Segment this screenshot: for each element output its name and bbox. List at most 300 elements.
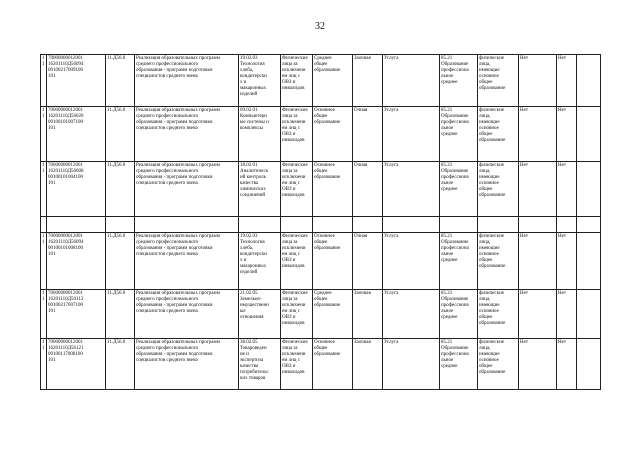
page-number: 32 — [315, 21, 325, 32]
spacer-cell — [353, 217, 383, 233]
okved-line: среднее — [441, 314, 458, 320]
persons-category-line: лица за — [282, 168, 298, 174]
registry-code-line: 70000000012001 — [48, 55, 83, 61]
spacer-cell — [106, 217, 135, 233]
registry-code-line: 70000000012001 — [48, 339, 83, 345]
service-title-line: среднего профессионального — [136, 345, 199, 351]
specialty-line: хлеба, — [240, 245, 254, 251]
okved-line: профессиона — [441, 351, 469, 357]
row-number-cell: 11 — [41, 162, 47, 217]
registry-code-line: 16201110Д56112 — [48, 296, 84, 302]
specialty-line: Компьютерн — [240, 113, 267, 119]
okved-line: среднее — [441, 79, 458, 85]
specialty-line: Технология — [240, 239, 265, 245]
persons-category-line: ОВЗ и — [282, 257, 296, 263]
persons-category-line: исключени — [282, 119, 306, 125]
flag-1-cell: Нет — [519, 55, 557, 107]
recipients-line: имеющие — [479, 302, 500, 308]
recipients-line: общее — [479, 131, 493, 137]
service-type-cell: Услуга — [383, 55, 440, 107]
service-title-line: Реализация образовательных программ — [136, 55, 220, 61]
persons-category-line: лица за — [282, 61, 298, 67]
okved-cell — [440, 162, 478, 217]
okved-line: 85.21 — [441, 233, 453, 239]
persons-category-cell — [281, 339, 313, 390]
service-kind-cell: 11.Д56.0 — [106, 233, 135, 290]
recipients-line: общее — [479, 363, 493, 369]
okved-line: среднее — [441, 131, 458, 137]
education-level-line: образование — [314, 302, 341, 308]
specialty-line: отношения — [240, 314, 264, 320]
education-level-line: общее — [314, 61, 328, 67]
persons-category-line: Физические — [282, 162, 308, 168]
row-number-cell: 11 — [41, 233, 47, 290]
persons-category-line: ОВЗ и — [282, 79, 296, 85]
study-form-cell: Очная — [353, 233, 383, 290]
recipients-line: лица, — [479, 168, 491, 174]
okved-line: 85.21 — [441, 339, 453, 345]
persons-category-line: ОВЗ и — [282, 314, 296, 320]
specialty-cell — [239, 55, 281, 107]
flag-2-cell: Нет — [557, 339, 577, 390]
registry-code-line: 00100101008100 — [48, 245, 83, 251]
table-row — [41, 55, 601, 107]
spacer-cell — [577, 217, 601, 233]
service-title-line: Реализация образовательных программ — [136, 290, 220, 296]
specialty-line: Товароведен — [240, 345, 267, 351]
specialty-line: имущественн — [240, 302, 269, 308]
education-level-line: образование — [314, 351, 341, 357]
empty-cell — [577, 233, 601, 290]
service-title-line: среднего профессионального — [136, 61, 199, 67]
row-number-cell: 11 — [41, 107, 47, 162]
education-level-line: образование — [314, 245, 341, 251]
flag-1-cell: Нет — [519, 162, 557, 217]
service-title-line: Реализация образовательных программ — [136, 233, 220, 239]
okved-line: льное — [441, 308, 454, 314]
okved-line: Образование — [441, 168, 469, 174]
specialty-line: ий контроль — [240, 174, 266, 180]
specialty-line: ые — [240, 308, 246, 314]
service-kind-cell: 11.Д56.0 — [106, 162, 135, 217]
row-spacer — [41, 217, 601, 233]
education-level-line: общее — [314, 345, 328, 351]
specialty-cell — [239, 107, 281, 162]
recipients-line: образование — [479, 192, 506, 198]
education-level-line: образование — [314, 119, 341, 125]
recipients-line: имеющие — [479, 351, 500, 357]
recipients-line: основное — [479, 73, 499, 79]
registry-code-cell — [47, 339, 106, 390]
education-level-line: общее — [314, 168, 328, 174]
service-title-cell — [135, 233, 239, 290]
flag-2-cell: Нет — [557, 107, 577, 162]
recipients-line: общее — [479, 257, 493, 263]
service-type-cell: Услуга — [383, 162, 440, 217]
flag-2-cell: Нет — [557, 162, 577, 217]
recipients-line: физические — [479, 55, 504, 61]
persons-category-cell — [281, 233, 313, 290]
registry-code-line: 70000000012001 — [48, 107, 83, 113]
table-row — [41, 290, 601, 339]
education-level-line: Основное — [314, 339, 335, 345]
service-type-cell: Услуга — [383, 339, 440, 390]
recipients-line: основное — [479, 180, 499, 186]
specialty-line: кондитерски — [240, 73, 267, 79]
specialty-line: 21.02.05 — [240, 290, 258, 296]
service-title-line: образования - программ подготовки — [136, 67, 213, 73]
service-kind-cell: 11.Д56.0 — [106, 107, 135, 162]
education-level-cell — [313, 290, 353, 339]
specialty-line: х и — [240, 79, 247, 85]
okved-line: среднее — [441, 363, 458, 369]
okved-cell — [440, 107, 478, 162]
recipients-line: лица, — [479, 296, 491, 302]
education-level-cell — [313, 107, 353, 162]
registry-code-line: 00100217007100 — [48, 302, 83, 308]
registry-code-line: 16201110Д56020 — [48, 113, 84, 119]
okved-line: 85.21 — [441, 290, 453, 296]
flag-2-cell: Нет — [557, 55, 577, 107]
spacer-cell — [135, 217, 239, 233]
spacer-cell — [440, 217, 478, 233]
table-row — [41, 107, 601, 162]
table-row — [41, 162, 601, 217]
service-title-line: образования - программ подготовки — [136, 119, 213, 125]
recipients-line: образование — [479, 369, 506, 375]
persons-category-cell — [281, 107, 313, 162]
spacer-cell — [557, 217, 577, 233]
specialty-line: 18.02.01 — [240, 162, 258, 168]
persons-category-line: лица за — [282, 239, 298, 245]
recipients-line: физические — [479, 233, 504, 239]
specialty-line: х и — [240, 257, 247, 263]
persons-category-line: Физические — [282, 339, 308, 345]
persons-category-line: Физические — [282, 233, 308, 239]
flag-1-cell: Нет — [519, 290, 557, 339]
table-row — [41, 233, 601, 290]
education-level-line: общее — [314, 296, 328, 302]
service-title-line: среднего профессионального — [136, 113, 199, 119]
recipients-line: физические — [479, 162, 504, 168]
registry-code-line: 70000000012001 — [48, 233, 83, 239]
study-form-cell: Очная — [353, 162, 383, 217]
persons-category-line: ОВЗ и — [282, 186, 296, 192]
specialty-line: изделий — [240, 91, 258, 97]
registry-code-line: 101 — [48, 125, 56, 131]
persons-category-line: Физические — [282, 290, 308, 296]
service-title-line: среднего профессионального — [136, 168, 199, 174]
row-number-cell: 11 — [41, 290, 47, 339]
service-type-cell: Услуга — [383, 107, 440, 162]
education-level-line: образование — [314, 67, 341, 73]
persons-category-line: инвалидов — [282, 369, 305, 375]
study-form-cell: Очная — [353, 107, 383, 162]
recipients-line: основное — [479, 251, 499, 257]
service-title-line: специалистов среднего звена — [136, 73, 198, 79]
okved-cell — [440, 290, 478, 339]
recipients-line: общее — [479, 186, 493, 192]
service-kind-cell: 11.Д56.0 — [106, 290, 135, 339]
registry-code-cell — [47, 290, 106, 339]
okved-line: 85.21 — [441, 55, 453, 61]
specialty-line: макаронных — [240, 263, 267, 269]
recipients-line: имеющие — [479, 174, 500, 180]
okved-line: 85.21 — [441, 162, 453, 168]
registry-code-line: 101 — [48, 180, 56, 186]
service-title-cell — [135, 339, 239, 390]
specialty-line: 38.02.05 — [240, 339, 258, 345]
registry-code-line: 00100117008100 — [48, 351, 83, 357]
okved-line: льное — [441, 73, 454, 79]
persons-category-line: ем лиц с — [282, 180, 300, 186]
persons-category-line: инвалидов — [282, 320, 305, 326]
okved-line: льное — [441, 357, 454, 363]
recipients-line: образование — [479, 85, 506, 91]
registry-code-cell — [47, 162, 106, 217]
persons-category-line: ОВЗ и — [282, 363, 296, 369]
service-title-line: специалистов среднего звена — [136, 125, 198, 131]
recipients-line: общее — [479, 79, 493, 85]
spacer-cell — [313, 217, 353, 233]
specialty-line: ые системы и — [240, 119, 269, 125]
persons-category-line: исключени — [282, 302, 306, 308]
recipients-cell — [478, 233, 519, 290]
persons-category-line: ем лиц с — [282, 251, 300, 257]
education-level-line: Среднее — [314, 290, 332, 296]
recipients-line: физические — [479, 339, 504, 345]
okved-cell — [440, 339, 478, 390]
service-kind-cell: 11.Д56.0 — [106, 55, 135, 107]
service-type-cell: Услуга — [383, 290, 440, 339]
education-level-line: Основное — [314, 107, 335, 113]
specialty-cell — [239, 339, 281, 390]
service-title-line: специалистов среднего звена — [136, 180, 198, 186]
spacer-cell — [239, 217, 281, 233]
persons-category-line: исключени — [282, 245, 306, 251]
recipients-line: лица, — [479, 239, 491, 245]
okved-line: Образование — [441, 113, 469, 119]
education-level-cell — [313, 233, 353, 290]
registry-code-line: 101 — [48, 73, 56, 79]
persons-category-line: лица за — [282, 345, 298, 351]
specialty-line: Земельно- — [240, 296, 262, 302]
recipients-line: общее — [479, 314, 493, 320]
recipients-line: основное — [479, 357, 499, 363]
specialty-line: изделий — [240, 269, 258, 275]
specialty-line: ких товаров — [240, 375, 266, 381]
persons-category-line: лица за — [282, 113, 298, 119]
study-form-cell: Заочная — [353, 290, 383, 339]
registry-code-line: 16201110Д56121 — [48, 345, 84, 351]
flag-1-cell: Нет — [519, 107, 557, 162]
education-level-line: Среднее — [314, 55, 332, 61]
persons-category-line: Физические — [282, 55, 308, 61]
education-level-line: Основное — [314, 162, 335, 168]
recipients-line: образование — [479, 137, 506, 143]
service-title-cell — [135, 162, 239, 217]
okved-line: профессиона — [441, 174, 469, 180]
service-kind-cell: 11.Д56.0 — [106, 339, 135, 390]
service-title-line: образования - программ подготовки — [136, 302, 213, 308]
registry-code-line: 00100101007100 — [48, 119, 83, 125]
persons-category-line: инвалидов — [282, 85, 305, 91]
recipients-line: физические — [479, 107, 504, 113]
education-level-cell — [313, 55, 353, 107]
specialty-cell — [239, 162, 281, 217]
okved-line: Образование — [441, 296, 469, 302]
spacer-cell — [519, 217, 557, 233]
registry-code-line: 101 — [48, 357, 56, 363]
persons-category-line: ем лиц с — [282, 357, 300, 363]
persons-category-line: лица за — [282, 296, 298, 302]
recipients-line: образование — [479, 263, 506, 269]
registry-code-cell — [47, 233, 106, 290]
spacer-cell — [47, 217, 106, 233]
service-title-line: специалистов среднего звена — [136, 308, 198, 314]
table-row — [41, 339, 601, 390]
specialty-cell — [239, 290, 281, 339]
specialty-line: кондитерски — [240, 251, 267, 257]
study-form-cell: Заочная — [353, 339, 383, 390]
spacer-cell — [478, 217, 519, 233]
service-title-line: образования - программ подготовки — [136, 245, 213, 251]
recipients-cell — [478, 162, 519, 217]
specialty-line: качества — [240, 363, 259, 369]
specialty-line: ие и — [240, 351, 249, 357]
flag-2-cell: Нет — [557, 233, 577, 290]
table-body — [41, 55, 601, 390]
service-title-line: среднего профессионального — [136, 296, 199, 302]
service-title-line: специалистов среднего звена — [136, 357, 198, 363]
recipients-cell — [478, 55, 519, 107]
okved-line: льное — [441, 125, 454, 131]
service-title-cell — [135, 55, 239, 107]
specialty-line: химических — [240, 186, 266, 192]
okved-cell — [440, 55, 478, 107]
recipients-cell — [478, 290, 519, 339]
row-number-cell: 11 — [41, 55, 47, 107]
education-level-line: образование — [314, 174, 341, 180]
flag-1-cell: Нет — [519, 339, 557, 390]
service-title-line: специалистов среднего звена — [136, 251, 198, 257]
registry-code-line: 16201110Д56008 — [48, 168, 84, 174]
recipients-cell — [478, 339, 519, 390]
empty-cell — [577, 55, 601, 107]
registry-code-line: 16201110Д56094 — [48, 239, 84, 245]
persons-category-line: Физические — [282, 107, 308, 113]
okved-line: профессиона — [441, 67, 469, 73]
recipients-line: образование — [479, 320, 506, 326]
okved-line: профессиона — [441, 302, 469, 308]
persons-category-cell — [281, 55, 313, 107]
recipients-line: лица, — [479, 345, 491, 351]
service-title-line: образования - программ подготовки — [136, 174, 213, 180]
persons-category-line: исключени — [282, 351, 306, 357]
service-title-line: Реализация образовательных программ — [136, 107, 220, 113]
recipients-line: имеющие — [479, 67, 500, 73]
specialty-line: соединений — [240, 192, 266, 198]
okved-line: Образование — [441, 239, 469, 245]
registry-code-cell — [47, 107, 106, 162]
service-type-cell: Услуга — [383, 233, 440, 290]
service-title-cell — [135, 107, 239, 162]
flag-2-cell: Нет — [557, 290, 577, 339]
okved-cell — [440, 233, 478, 290]
recipients-line: имеющие — [479, 245, 500, 251]
recipients-line: лица, — [479, 113, 491, 119]
education-level-line: Основное — [314, 233, 335, 239]
empty-cell — [577, 107, 601, 162]
recipients-line: имеющие — [479, 119, 500, 125]
persons-category-line: ем лиц с — [282, 125, 300, 131]
specialty-line: макаронных — [240, 85, 267, 91]
registry-code-line: 00100101004100 — [48, 174, 83, 180]
service-title-line: среднего профессионального — [136, 239, 199, 245]
specialty-line: комплексы — [240, 125, 264, 131]
row-number-cell: 11 — [41, 339, 47, 390]
education-level-line: общее — [314, 239, 328, 245]
service-title-line: Реализация образовательных программ — [136, 162, 220, 168]
empty-cell — [577, 162, 601, 217]
education-level-cell — [313, 162, 353, 217]
service-title-cell — [135, 290, 239, 339]
persons-category-line: исключени — [282, 174, 306, 180]
recipients-line: основное — [479, 308, 499, 314]
okved-line: профессиона — [441, 119, 469, 125]
specialty-line: Аналитическ — [240, 168, 269, 174]
persons-category-line: ем лиц с — [282, 308, 300, 314]
empty-cell — [577, 290, 601, 339]
persons-category-line: ОВЗ и — [282, 131, 296, 137]
registry-code-line: 70000000012001 — [48, 290, 83, 296]
services-table — [40, 54, 601, 390]
registry-code-line: 16201110Д56094 — [48, 61, 84, 67]
spacer-cell — [383, 217, 440, 233]
specialty-cell — [239, 233, 281, 290]
recipients-cell — [478, 107, 519, 162]
okved-line: Образование — [441, 61, 469, 67]
recipients-line: физические — [479, 290, 504, 296]
specialty-line: Технология — [240, 61, 265, 67]
persons-category-cell — [281, 290, 313, 339]
persons-category-line: ем лиц с — [282, 73, 300, 79]
flag-1-cell: Нет — [519, 233, 557, 290]
okved-line: профессиона — [441, 245, 469, 251]
spacer-cell — [281, 217, 313, 233]
okved-line: льное — [441, 251, 454, 257]
recipients-line: лица, — [479, 61, 491, 67]
specialty-line: 19.02.03 — [240, 55, 258, 61]
registry-code-line: 70000000012001 — [48, 162, 83, 168]
registry-code-line: 101 — [48, 251, 56, 257]
persons-category-line: инвалидов — [282, 263, 305, 269]
specialty-line: 09.02.01 — [240, 107, 258, 113]
service-title-line: образования - программ подготовки — [136, 351, 213, 357]
okved-line: среднее — [441, 186, 458, 192]
empty-cell — [577, 339, 601, 390]
specialty-line: качества — [240, 180, 259, 186]
education-level-line: общее — [314, 113, 328, 119]
recipients-line: основное — [479, 125, 499, 131]
okved-line: среднее — [441, 257, 458, 263]
registry-code-line: 00100217009100 — [48, 67, 83, 73]
okved-line: Образование — [441, 345, 469, 351]
specialty-line: экспертиза — [240, 357, 264, 363]
service-title-line: Реализация образовательных программ — [136, 339, 220, 345]
okved-line: льное — [441, 180, 454, 186]
registry-code-cell — [47, 55, 106, 107]
